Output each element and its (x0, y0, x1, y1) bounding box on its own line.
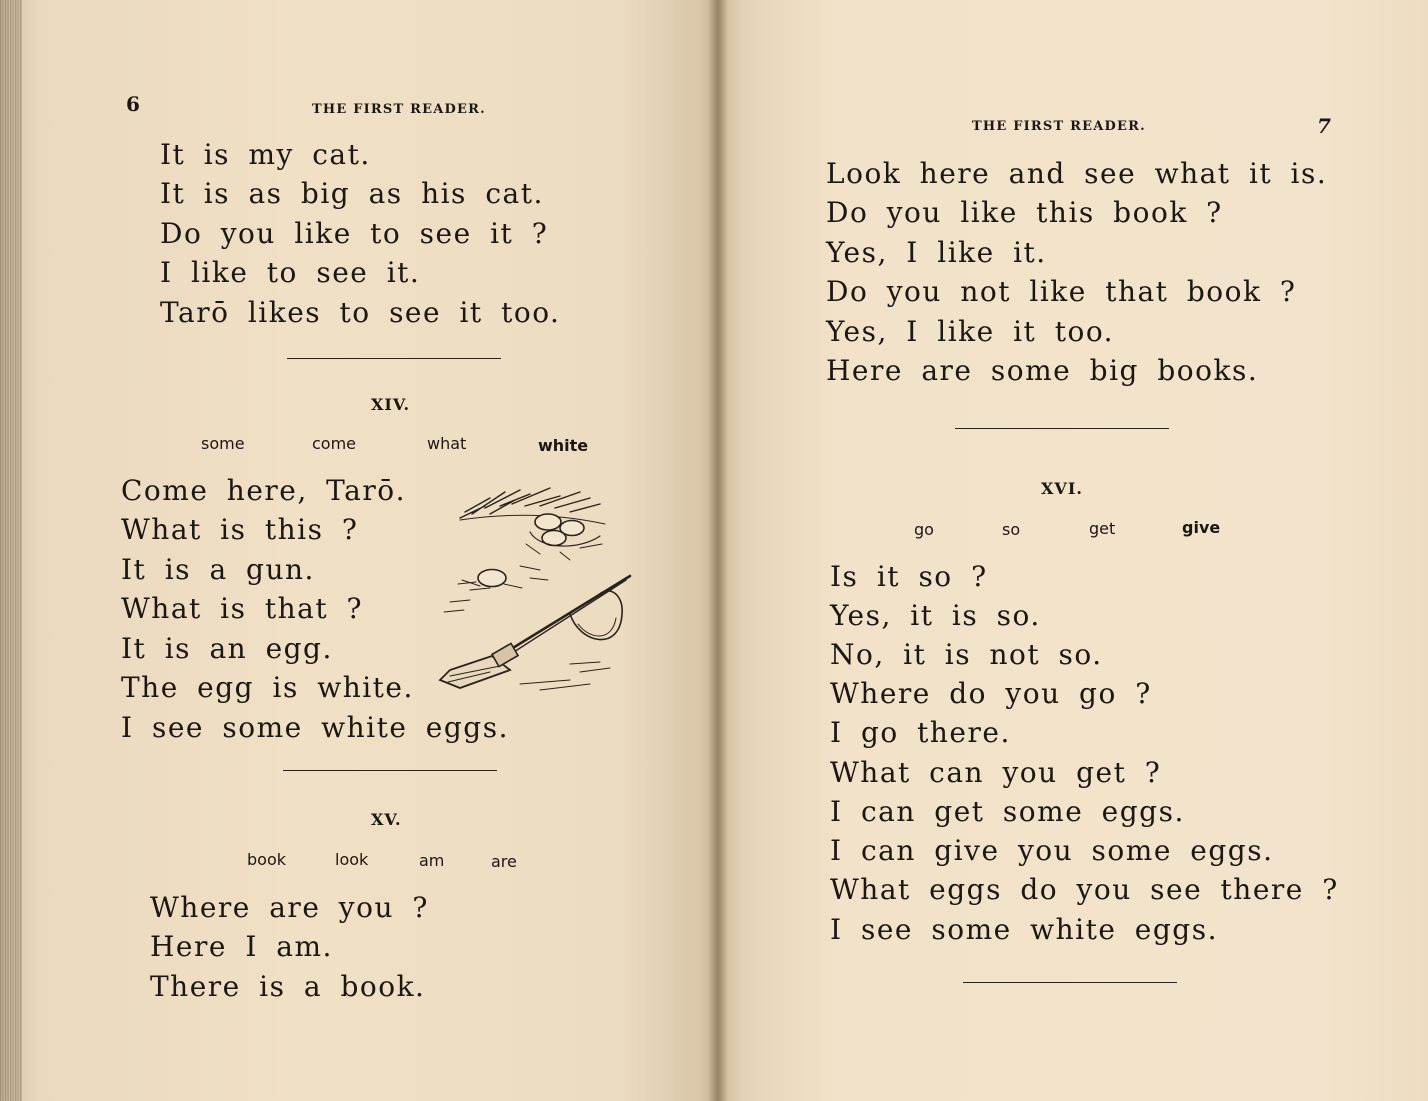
text-line: Do you like this book ? (826, 196, 1223, 229)
text-line: Yes, I like it too. (826, 315, 1115, 348)
section-divider (287, 358, 501, 359)
page-number: 7 (1317, 114, 1331, 138)
text-line: I like to see it. (160, 256, 421, 289)
text-line: Tarō likes to see it too. (160, 296, 561, 329)
text-line: There is a book. (150, 970, 426, 1003)
vocab-word: give (1182, 518, 1221, 537)
vocab-word: what (427, 434, 467, 453)
running-head: THE FIRST READER. (312, 102, 486, 117)
text-line: Look here and see what it is. (826, 157, 1328, 190)
text-line: I can get some eggs. (830, 795, 1185, 828)
page-edges (0, 0, 22, 1101)
text-line: Where are you ? (150, 891, 429, 924)
text-line: Here are some big books. (826, 354, 1259, 387)
vocab-word: white (538, 436, 589, 455)
text-line: Here I am. (150, 930, 333, 963)
book-gutter (708, 0, 728, 1101)
text-line: I go there. (830, 716, 1011, 749)
text-line: It is an egg. (121, 632, 333, 665)
text-line: Come here, Tarō. (121, 474, 406, 507)
text-line: It is as big as his cat. (160, 177, 544, 210)
vocab-word: go (914, 520, 934, 539)
vocab-word: am (419, 851, 445, 870)
text-line: The egg is white. (121, 671, 414, 704)
vocab-word: get (1089, 519, 1116, 538)
text-line: What can you get ? (830, 756, 1162, 789)
text-line: What is that ? (121, 592, 364, 625)
lesson-number: XVI. (1041, 479, 1083, 498)
section-divider (963, 982, 1177, 983)
text-line: What eggs do you see there ? (830, 873, 1339, 906)
lesson-number: XIV. (371, 395, 411, 414)
text-line: Is it so ? (830, 560, 988, 593)
lesson-number: XV. (371, 810, 402, 829)
text-line: No, it is not so. (830, 638, 1103, 671)
text-line: It is my cat. (160, 138, 371, 171)
text-line: I can give you some eggs. (830, 834, 1274, 867)
running-head: THE FIRST READER. (972, 119, 1146, 134)
page-number: 6 (126, 92, 140, 116)
text-line: Do you like to see it ? (160, 217, 549, 250)
vocab-word: book (247, 850, 286, 869)
vocab-word: so (1002, 520, 1021, 539)
text-line: It is a gun. (121, 553, 315, 586)
text-line: Where do you go ? (830, 677, 1152, 710)
text-line: I see some white eggs. (121, 711, 509, 744)
text-line: I see some white eggs. (830, 913, 1218, 946)
right-page (718, 0, 1428, 1101)
section-divider (283, 770, 497, 771)
vocab-word: come (312, 434, 357, 453)
vocab-word: look (335, 850, 369, 869)
text-line: What is this ? (121, 513, 359, 546)
vocab-word: are (491, 852, 517, 871)
text-line: Do you not like that book ? (826, 275, 1297, 308)
text-line: Yes, it is so. (830, 599, 1041, 632)
text-line: Yes, I like it. (826, 236, 1047, 269)
gun-and-eggs-illustration (430, 484, 635, 694)
vocab-word: some (201, 434, 245, 453)
section-divider (955, 428, 1169, 429)
